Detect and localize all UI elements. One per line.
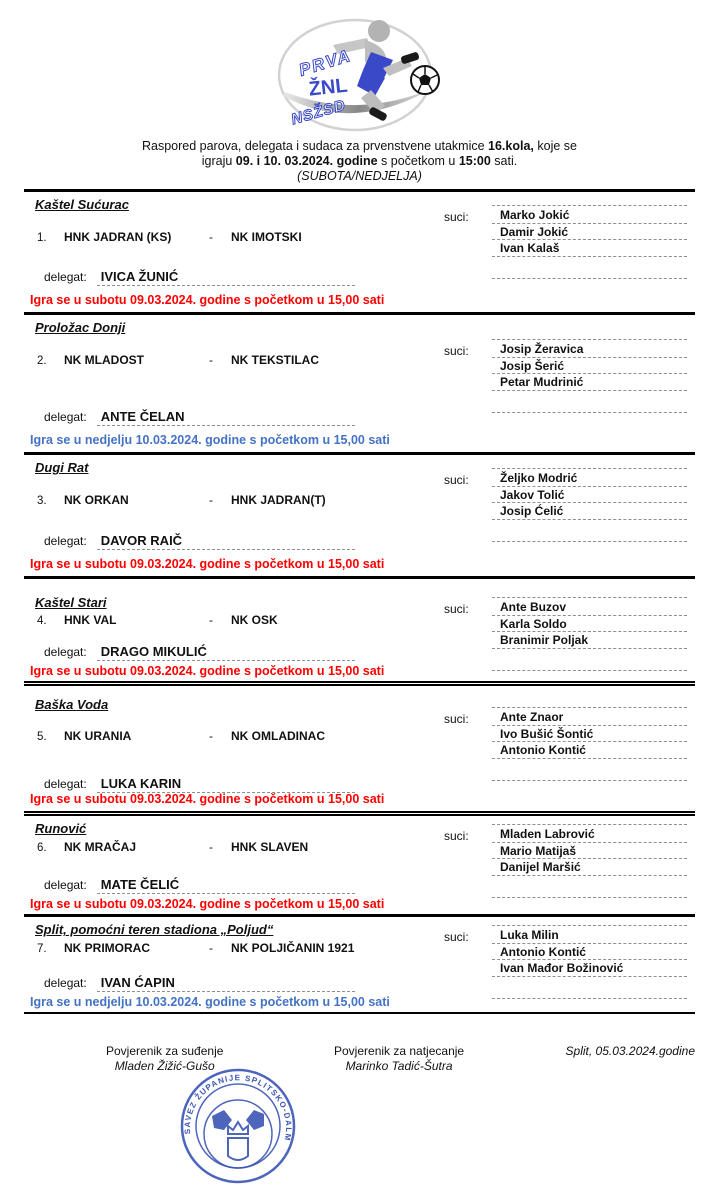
referees-label: suci: — [444, 210, 469, 225]
home-team: NK MRAČAJ — [64, 840, 136, 855]
commissioner-name: Marinko Tadić-Šutra — [345, 1059, 453, 1074]
referees-label: suci: — [444, 712, 469, 727]
match-row — [37, 941, 354, 955]
delegate-row — [44, 409, 355, 426]
referee-name: Josip Šerić — [492, 358, 687, 375]
referee-name: Željko Modrić — [492, 470, 687, 487]
referee-lines — [492, 925, 687, 999]
vs-dash: - — [209, 840, 213, 855]
referee-name: Josip Ćelić — [492, 503, 687, 520]
away-team: NK IMOTSKI — [231, 230, 302, 245]
delegate-label: delegat: — [44, 645, 87, 660]
away-team: HNK SLAVEN — [231, 840, 309, 855]
document-intro — [0, 139, 719, 183]
logo-text-prva: PRVA — [296, 45, 354, 80]
match-number: 1. — [37, 232, 47, 245]
schedule-note: Igra se u subotu 09.03.2024. godine s početkom u 15,00 sati — [30, 293, 385, 308]
match-number: 6. — [37, 842, 47, 855]
match-row — [37, 493, 326, 507]
stamp-emblem — [204, 1100, 272, 1168]
delegate-label: delegat: — [44, 976, 87, 991]
referee-lines — [492, 468, 687, 542]
intro-text: sati. — [490, 153, 518, 168]
match-section-4 — [24, 576, 695, 681]
vs-dash: - — [209, 729, 213, 744]
referee-empty-line — [492, 401, 687, 413]
soccer-ball-icon — [411, 66, 439, 94]
referee-name: Josip Žeravica — [492, 341, 687, 358]
delegate-label: delegat: — [44, 410, 87, 425]
schedule-note: Igra se u subotu 09.03.2024. godine s početkom u 15,00 sati — [30, 557, 385, 572]
referee-name: Mladen Labrović — [492, 826, 687, 843]
commissioner-title: Povjerenik za natjecanje — [334, 1044, 465, 1059]
vs-dash: - — [209, 230, 213, 245]
league-logo-graphic — [275, 18, 445, 132]
referee-empty-line — [492, 769, 687, 781]
delegate-name: ANTE ČELAN — [97, 409, 355, 426]
referee-name: Antonio Kontić — [492, 742, 687, 759]
referees-label: suci: — [444, 344, 469, 359]
referee-lines — [492, 597, 687, 671]
delegate-name: DRAGO MIKULIĆ — [97, 644, 355, 661]
referees-label: suci: — [444, 829, 469, 844]
referees-block — [444, 925, 687, 999]
match-row — [37, 230, 302, 244]
intro-text: Raspored parova, delegata i sudaca za prvenstvene utakmice — [141, 139, 489, 153]
referee-name: Damir Jokić — [492, 224, 687, 241]
place-and-date: Split, 05.03.2024.godine — [565, 1044, 695, 1059]
referees-block — [444, 468, 687, 542]
vs-dash: - — [209, 613, 213, 628]
venue-title: Baška Voda — [35, 697, 109, 713]
match-section-6 — [24, 811, 695, 914]
referee-lines — [492, 707, 687, 781]
vs-dash: - — [209, 353, 213, 368]
schedule-note: Igra se u subotu 09.03.2024. godine s početkom u 15,00 sati — [30, 664, 385, 679]
away-team: NK OSK — [231, 613, 278, 628]
referees-block — [444, 824, 687, 898]
round-number: 16.kola, — [488, 139, 534, 153]
delegate-row — [44, 269, 355, 286]
delegate-name: DAVOR RAIČ — [97, 533, 355, 550]
referee-empty-line — [492, 886, 687, 898]
delegate-row — [44, 975, 355, 992]
referee-name: Karla Soldo — [492, 616, 687, 633]
signature-footer — [24, 1014, 695, 1112]
intro-text: koje se — [533, 139, 577, 153]
home-team: HNK JADRAN (KS) — [64, 230, 172, 245]
referees-block — [444, 339, 687, 413]
referee-name: Mario Matijaš — [492, 843, 687, 860]
match-section-7 — [24, 914, 695, 1014]
schedule-note: Igra se u subotu 09.03.2024. godine s početkom u 15,00 sati — [30, 792, 385, 807]
vs-dash: - — [209, 941, 213, 956]
referees-block — [444, 205, 687, 279]
away-team: NK TEKSTILAC — [231, 353, 319, 368]
referee-name: Ante Znaor — [492, 709, 687, 726]
home-team: NK PRIMORAC — [64, 941, 150, 956]
referee-empty-line — [492, 987, 687, 999]
intro-days: (SUBOTA/NEDJELJA) — [297, 168, 422, 183]
commissioner-competition — [334, 1044, 464, 1074]
schedule-note: Igra se u nedjelju 10.03.2024. godine s početkom u 15,00 sati — [30, 433, 390, 448]
home-team: NK ORKAN — [64, 493, 129, 508]
referee-name: Ante Buzov — [492, 599, 687, 616]
venue-title: Dugi Rat — [35, 460, 89, 476]
intro-text: s početkom u — [377, 153, 459, 168]
away-team: NK OMLADINAC — [231, 729, 325, 744]
match-number: 4. — [37, 615, 47, 628]
commissioner-name: Mladen Žižić-Gušo — [114, 1059, 215, 1074]
match-section-2 — [24, 312, 695, 452]
referee-name: Antonio Kontić — [492, 944, 687, 961]
delegate-row — [44, 533, 355, 550]
match-section-3 — [24, 452, 695, 576]
match-number: 7. — [37, 943, 47, 956]
match-list — [24, 189, 695, 1014]
match-row — [37, 729, 325, 743]
match-section-1 — [24, 189, 695, 312]
delegate-name: LUKA KARIN — [97, 776, 355, 793]
venue-title: Kaštel Sućurac — [35, 197, 129, 213]
referees-block — [444, 597, 687, 671]
referee-lines — [492, 205, 687, 279]
referee-empty-line — [492, 530, 687, 542]
intro-text: igraju — [201, 153, 236, 168]
referee-empty-line — [492, 659, 687, 671]
referees-block — [444, 707, 687, 781]
delegate-label: delegat: — [44, 270, 87, 285]
venue-title: Kaštel Stari — [35, 595, 107, 611]
delegate-row — [44, 776, 355, 793]
delegate-row — [44, 644, 355, 661]
referees-label: suci: — [444, 473, 469, 488]
home-team: NK MLADOST — [64, 353, 144, 368]
match-number: 5. — [37, 731, 47, 744]
match-number: 2. — [37, 355, 47, 368]
vs-dash: - — [209, 493, 213, 508]
referee-name: Luka Milin — [492, 927, 687, 944]
referee-name: Petar Mudrinić — [492, 374, 687, 391]
match-row — [37, 613, 278, 627]
logo-text-nszsd: NSŽSD — [288, 96, 348, 129]
delegate-name: IVICA ŽUNIĆ — [97, 269, 355, 286]
delegate-row — [44, 877, 355, 894]
league-logo — [275, 18, 445, 137]
match-section-5 — [24, 681, 695, 811]
intro-line-1 — [0, 139, 719, 154]
referee-lines — [492, 339, 687, 413]
match-row — [37, 353, 319, 367]
away-team: HNK JADRAN(T) — [231, 493, 326, 508]
referee-name: Marko Jokić — [492, 207, 687, 224]
referees-label: suci: — [444, 602, 469, 617]
referee-empty-line — [492, 267, 687, 279]
match-number: 3. — [37, 495, 47, 508]
schedule-note: Igra se u subotu 09.03.2024. godine s početkom u 15,00 sati — [30, 897, 385, 912]
referee-name: Ivan Mađor Božinović — [492, 960, 687, 977]
stamp-arc-text: SAVEZ ŽUPANIJE SPLITSKO-DALM — [182, 1073, 294, 1143]
referee-name: Branimir Poljak — [492, 632, 687, 649]
venue-title: Proložac Donji — [35, 320, 126, 336]
delegate-label: delegat: — [44, 878, 87, 893]
commissioner-title: Povjerenik za suđenje — [106, 1044, 224, 1059]
referee-lines — [492, 824, 687, 898]
referee-name: Ivo Bušić Šontić — [492, 726, 687, 743]
referees-label: suci: — [444, 930, 469, 945]
delegate-label: delegat: — [44, 534, 87, 549]
match-dates: 09. i 10. 03.2024. godine — [235, 153, 378, 168]
home-team: HNK VAL — [64, 613, 117, 628]
referee-name: Jakov Tolić — [492, 487, 687, 504]
match-row — [37, 840, 308, 854]
schedule-note: Igra se u nedjelju 10.03.2024. godine s početkom u 15,00 sati — [30, 995, 390, 1010]
delegate-name: IVAN ĆAPIN — [97, 975, 355, 992]
venue-title: Split, pomoćni teren stadiona „Poljud“ — [35, 922, 274, 938]
venue-title: Runović — [35, 821, 87, 837]
logo-text-znl: ŽNL — [307, 74, 349, 101]
delegate-name: MATE ČELIĆ — [97, 877, 355, 894]
referee-name: Danijel Maršić — [492, 859, 687, 876]
intro-line-2 — [0, 154, 719, 169]
referee-name: Ivan Kalaš — [492, 240, 687, 257]
home-team: NK URANIA — [64, 729, 132, 744]
delegate-label: delegat: — [44, 777, 87, 792]
federation-stamp — [176, 1064, 300, 1188]
kickoff-time: 15:00 — [458, 153, 491, 168]
away-team: NK POLJIČANIN 1921 — [231, 941, 355, 956]
